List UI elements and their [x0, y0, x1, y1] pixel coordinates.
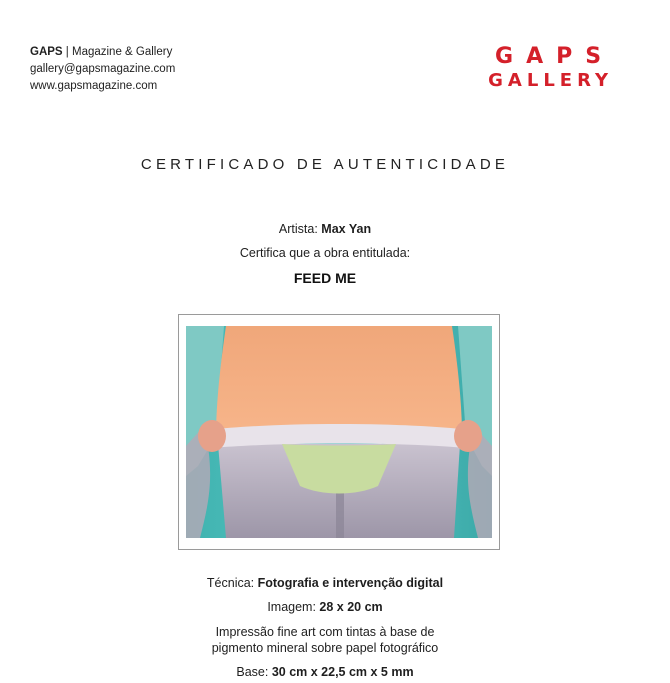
contact-block	[30, 44, 175, 95]
artwork-illustration	[186, 326, 492, 538]
technique-label: Técnica:	[206, 576, 258, 590]
image-label: Imagem:	[267, 600, 320, 614]
brand-tagline: Magazine & Gallery	[71, 46, 173, 58]
email-text: gallery@gapsmagazine.com	[30, 63, 176, 75]
base-line	[0, 665, 650, 679]
certificate-title: CERTIFICADO DE AUTENTICIDADE	[140, 156, 510, 173]
brand-separator: |	[62, 46, 72, 58]
gaps-gallery-logo	[488, 44, 615, 92]
image-value: 28 x 20 cm	[319, 600, 383, 614]
brand-line	[30, 44, 175, 61]
brand-name: GAPS	[30, 46, 63, 58]
base-label: Base:	[236, 665, 272, 679]
artist-line	[0, 222, 650, 236]
artwork-image	[186, 326, 492, 538]
certifies-text: Certifica que a obra entitulada:	[239, 246, 411, 260]
website-text: www.gapsmagazine.com	[30, 80, 158, 92]
logo-line-gaps: GAPS	[495, 44, 615, 69]
technique-line	[0, 576, 650, 590]
print-line-1: Impressão fine art com tintas à base de	[215, 625, 435, 639]
base-value: 30 cm x 22,5 cm x 5 mm	[271, 665, 414, 679]
artist-name: Max Yan	[321, 222, 372, 236]
logo-line-gallery: GALLERY	[488, 70, 613, 91]
image-size-line	[0, 600, 650, 614]
work-title: FEED ME	[293, 270, 357, 286]
artist-label: Artista:	[278, 222, 322, 236]
technique-value: Fotografia e intervenção digital	[257, 576, 444, 590]
print-line-2: pigmento mineral sobre papel fotográfico	[211, 641, 439, 655]
